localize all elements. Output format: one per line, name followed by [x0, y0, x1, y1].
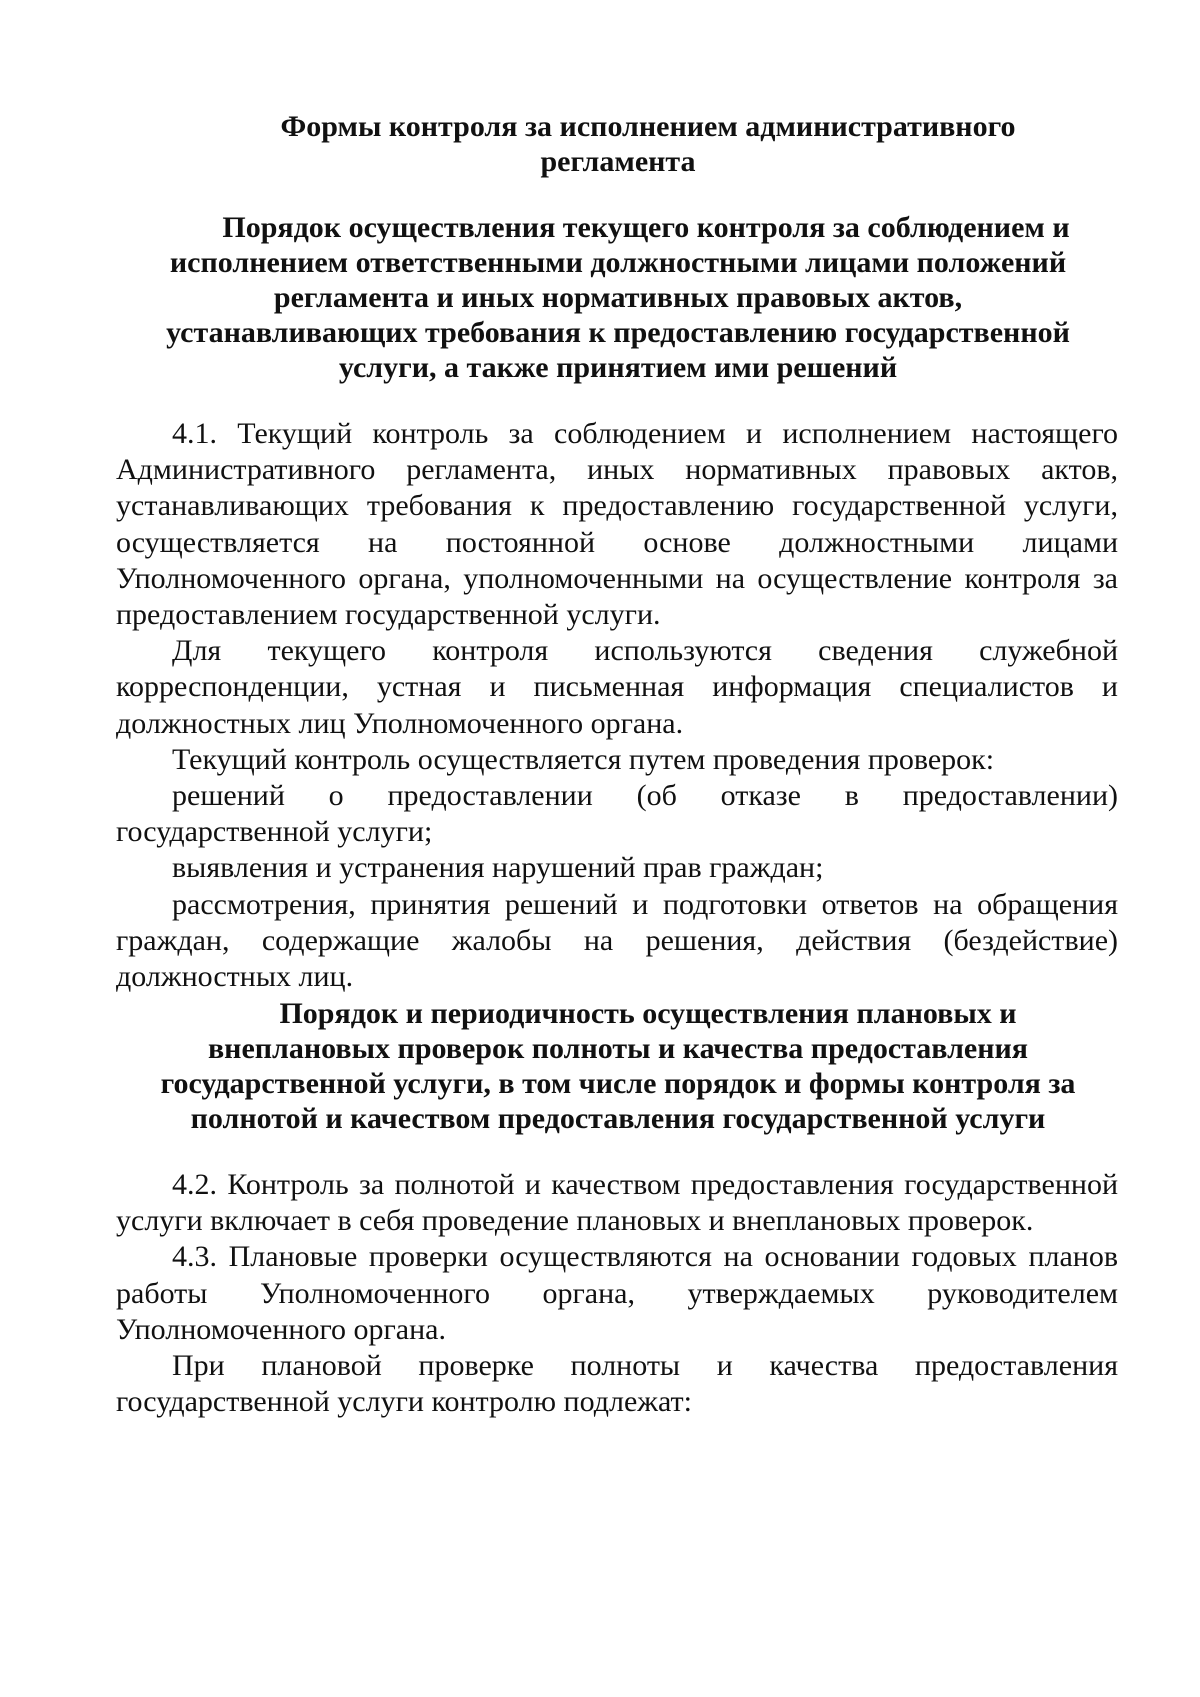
- paragraph: Текущий контроль осуществляется путем проведения проверок:: [172, 742, 995, 776]
- heading-line: Порядок осуществления текущего контроля за соблюдением и: [222, 211, 1070, 244]
- section-body-current-control: [116, 416, 1118, 995]
- section-body-inspections: [116, 1167, 1118, 1420]
- heading-line: Порядок и периодичность осуществления плановых и: [279, 997, 1017, 1030]
- section-heading-inspections: [118, 996, 1118, 1136]
- title-line: Формы контроля за исполнением административного: [280, 110, 1016, 143]
- paragraph: 4.2. Контроль за полнотой и качеством предоставления государственной услуги включает в себя проведение плановых и внеплановых проверок.: [116, 1168, 1118, 1238]
- paragraph: 4.1. Текущий контроль за соблюдением и исполнением настоящего Административного регламента, иных нормативных правовых актов, устанавливающих требования к предоставлению государственной услуги, осуществляется на постоянной основе должностными лицами Уполномоченного органа, уполномоченными на осуществление контроля за предоставлением государственной услуги.: [116, 417, 1118, 632]
- heading-line: регламента и иных нормативных правовых актов,: [273, 281, 963, 314]
- heading-line: устанавливающих требования к предоставлению государственной: [166, 316, 1070, 349]
- heading-line: внеплановых проверок полноты и качества предоставления: [207, 1032, 1029, 1065]
- paragraph: решений о предоставлении (об отказе в предоставлении) государственной услуги;: [116, 779, 1118, 849]
- paragraph: 4.3. Плановые проверки осуществляются на основании годовых планов работы Уполномоченного органа, утверждаемых руководителем Уполномоченного органа.: [116, 1240, 1118, 1346]
- heading-line: услуги, а также принятием ими решений: [338, 351, 898, 384]
- document-title: [118, 109, 1118, 179]
- title-line: регламента: [540, 145, 696, 178]
- section-heading-current-control: [118, 210, 1118, 385]
- heading-line: государственной услуги, в том числе порядок и формы контроля за: [160, 1067, 1076, 1100]
- heading-line: исполнением ответственными должностными лицами положений: [169, 246, 1067, 279]
- paragraph: выявления и устранения нарушений прав граждан;: [172, 851, 824, 885]
- heading-line: полнотой и качеством предоставления государственной услуги: [190, 1102, 1046, 1135]
- paragraph: Для текущего контроля используются сведения служебной корреспонденции, устная и письменная информация специалистов и должностных лиц Уполномоченного органа.: [116, 634, 1118, 740]
- paragraph: При плановой проверке полноты и качества предоставления государственной услуги контролю подлежат:: [116, 1349, 1118, 1419]
- paragraph: рассмотрения, принятия решений и подготовки ответов на обращения граждан, содержащие жалобы на решения, действия (бездействие) должностных лиц.: [116, 887, 1118, 994]
